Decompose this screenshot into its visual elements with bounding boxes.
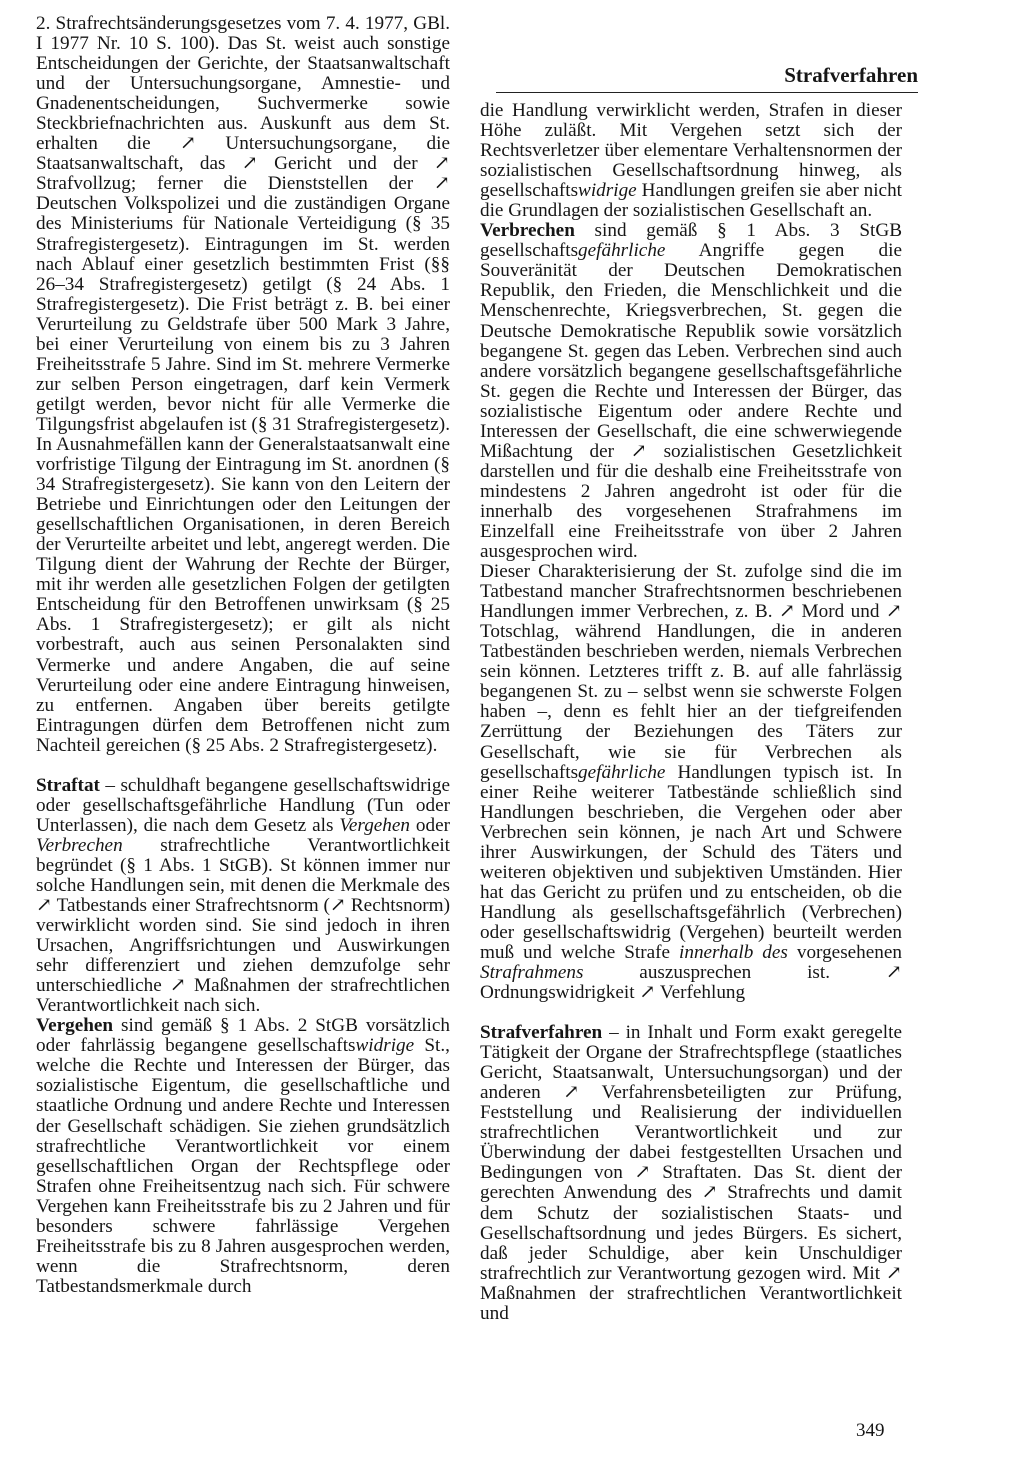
entry-emphasis: Vergehen bbox=[339, 814, 411, 836]
right-column bbox=[480, 101, 902, 1324]
entry-separator bbox=[480, 1003, 902, 1023]
entry-text: Handlungen greifen sie aber nicht die Grundlagen der sozialistischen Gesellschaft an. bbox=[480, 180, 902, 222]
subentry-term: Vergehen bbox=[36, 1015, 114, 1037]
entry-straftat bbox=[36, 776, 450, 1017]
entry-text: St., welche die Rechte und Interessen der Bürger, das sozialistische Eigentum, die gesellschaftliche und staatliche Ordnung und andere Rechte und Interessen der Gesellschaft schädigen. Sie ziehen grundsätzlich strafrechtliche Verantwortlichkeit vor einem gesellschaftlichen Organ der Rechtspflege oder Strafen ohne Freiheitsentzug nach sich. Für schwere Vergehen kann Freiheitsstrafe bis zu 2 Jahren und für besonders schwere fahrlässige Vergehen Freiheitsstrafe bis zu 8 Jahren ausgesprochen werden, wenn die Strafrechtsnorm, deren Tatbestandsmerkmale durch bbox=[36, 1035, 450, 1297]
strafregister-continuation: 2. Strafrechtsänderungsgesetzes vom 7. 4. 1977, GBl. I 1977 Nr. 10 S. 100). Das St. weist auch sonstige Entscheidungen der Gerichte, der Staatsanwaltschaft und der Untersuchungsorgane, Amnestie- und Gnadenentscheidungen, Suchvermerke sowie Steckbriefnachrichten aus. Auskunft aus dem St. erhalten die ↗ Untersuchungsorgane, die Staatsanwaltschaft, das ↗ Gericht und der ↗ Strafvollzug; ferner die Dienststellen der ↗ Deutschen Volkspolizei und die zuständigen Organe des Ministeriums für Nationale Verteidigung (§ 35 Strafregistergesetz). Eintragungen im St. werden nach Ablauf einer gesetzlich bestimmten Frist (§§ 26–34 Strafregistergesetz) getilgt (§ 24 Abs. 1 Strafregistergesetz). Die Frist beträgt z. B. bei einer Verurteilung zu Geldstrafe über 500 Mark 3 Jahre, bei einer Verurteilung von einem bis zu 3 Jahren Freiheitsstrafe 5 Jahre. Sind im St. mehrere Vermerke zur selben Person eingetragen, darf kein Vermerk getilgt werden, bevor nicht für alle Vermerke die Tilgungsfrist abgelaufen ist (§ 31 Strafregistergesetz). In Ausnahmefällen kann der Generalstaatsanwalt eine vorfristige Tilgung der Eintragung im St. anordnen (§ 34 Strafregistergesetz). Sie kann von den Leitern der Betriebe und Einrichtungen oder den Leitungen der gesellschaftlichen Organisationen, in deren Bereich der Verurteilte arbeitet und lebt, angeregt werden. Die Tilgung dient der Wahrung der Rechte der Bürger, mit ihr werden alle gesetzlichen Folgen der getilgten Entscheidung für den Betroffenen unwirksam (§ 25 Abs. 1 Strafregistergesetz); er gilt als nicht vorbestraft, auch aus seinen Personalakten sind Vermerke und andere Angaben, die auf seine Verurteilung oder eine andere Eintragung hinweisen, zu entfernen. Angaben über bereits getilgte Eintragungen dürfen dem Betroffenen nicht zum Nachteil gereichen (§ 25 Abs. 2 Strafregistergesetz). bbox=[36, 13, 450, 756]
entry-text: – in Inhalt und Form exakt geregelte Tätigkeit der Organe der Strafrechtspflege (staatliches Gericht, Staatsanwalt, Untersuchungsorgan) und der anderen ↗ Verfahrensbeteiligten zur Prüfung, Feststellung und Realisierung der individuellen strafrechtlichen Verantwortlichkeit und zur Überwindung der dabei festgestellten Ursachen und Bedingungen von ↗ Straftaten. Das St. dient der gerechten Anwendung des ↗ Strafrechts und damit dem Schutz der sozialistischen Staats- und Gesellschaftsordnung und jedes Bürgers. Es sichert, daß jeder Schuldige, aber kein Unschuldiger strafrechtlich zur Verantwortung gezogen wird. Mit ↗ Maßnahmen der strafrechtlichen Verantwortlichkeit und bbox=[480, 1022, 902, 1324]
entry-text: sind gemäß § 1 Abs. 2 StGB vorsätzlich oder fahrlässig begangene gesellschafts bbox=[36, 1015, 450, 1057]
entry-text: – schuldhaft begangene gesellschaftswidrige oder gesellschaftsgefährliche Handlung (Tun oder Unterlassen), die nach dem Gesetz als bbox=[36, 774, 450, 836]
subentry-term: Verbrechen bbox=[480, 220, 575, 242]
entry-text: Angriffe gegen die Souveränität der Deutschen Demokratischen Republik, den Frieden, die Menschlichkeit und die Menschenrechte, Kriegsverbrechen, St. gegen die Deutsche Demokratische Republik sowie vorsätzlich begangene St. gegen das Leben. Verbrechen sind auch andere vorsätzlich begangene gesellschaftsgefährliche St. gegen die Rechte und Interessen der Bürger, das sozialistische Eigentum oder andere Rechte und Interessen der Gesellschaft, die eine schwerwiegende Mißachtung der ↗ sozialistischen Gesetzlichkeit darstellen und für die deshalb eine Freiheitsstrafe von mindestens 2 Jahren angedroht ist oder für die innerhalb des vorgesehenen Strafrahmens im Einzelfall eine Freiheitsstrafe von über 2 Jahren ausgesprochen wird. bbox=[480, 240, 902, 563]
entry-text: strafrechtliche Verantwortlichkeit begründet (§ 1 Abs. 1 StGB). St können immer nur solche Handlungen sein, mit denen die Merkmale des ↗ Tatbestands einer Strafrechtsnorm (↗ Rechtsnorm) verwirklicht worden sind. Sie sind jedoch in ihren Ursachen, Angriffsrichtungen und Auswirkungen sehr differenziert und ziehen demzufolge sehr unterschiedliche ↗ Maßnahmen der strafrechtlichen Verantwortlichkeit nach sich. bbox=[36, 834, 450, 1017]
entry-text: Handlungen typisch ist. In einer Reihe weiterer Tatbestände schließlich sind Handlungen beschrieben, die Vergehen oder aber Verbrechen sein können, je nach Art und Schwere ihrer Auswirkungen, der Schuld des Täters und weiteren objektiven und subjektiven Umständen. Hier hat das Gericht zu prüfen und zu entscheiden, ob die Handlung als gesellschaftsgefährlich (Verbrechen) oder gesellschaftswidrig (Vergehen) beurteilt werden muß und welche Strafe bbox=[480, 761, 902, 963]
subentry-verbrechen bbox=[480, 221, 902, 562]
entry-text: vorgesehenen bbox=[787, 941, 902, 963]
paragraph-charakterisierung bbox=[480, 562, 902, 1003]
entry-emphasis: Verbrechen bbox=[36, 834, 123, 856]
entry-emphasis: innerhalb des bbox=[679, 941, 788, 963]
entry-term: Strafverfahren bbox=[480, 1022, 603, 1044]
entry-emphasis: gefährliche bbox=[578, 240, 666, 262]
entry-separator bbox=[36, 756, 450, 776]
entry-term: Straftat bbox=[36, 774, 100, 796]
entry-emphasis: Strafrahmens bbox=[480, 962, 584, 984]
running-title: Strafverfahren bbox=[784, 63, 918, 87]
subentry-vergehen bbox=[36, 1016, 450, 1297]
entry-text: sind gemäß § 1 Abs. 3 StGB gesellschafts bbox=[480, 220, 902, 262]
entry-emphasis: widrige bbox=[355, 1035, 415, 1057]
entry-text: Dieser Charakterisierung der St. zufolge sind die im Tatbestand mancher Strafrechtsnormen beschriebenen Handlungen immer Verbrechen, z. B. ↗ Mord und ↗ Totschlag, während Handlungen, die in anderen Tatbeständen beschrieben werden, niemals Verbrechen sein können. Letzteres trifft z. B. auf alle fahrlässig begangenen St. zu – selbst wenn sie schwerste Folgen haben –, denn es fehlt hier an der tiefgreifenden Zerrüttung der Beziehungen des Täters zur Gesellschaft, wie sie für Verbrechen als gesellschafts bbox=[480, 561, 902, 783]
page-number: 349 bbox=[856, 1420, 885, 1441]
left-column bbox=[36, 14, 450, 1297]
running-header bbox=[496, 58, 918, 93]
entry-text: auszusprechen ist. ↗ Ordnungswidrigkeit ↗ Verfehlung bbox=[480, 962, 902, 1004]
entry-emphasis: gefährliche bbox=[578, 761, 666, 783]
entry-text: die Handlung verwirklicht werden, Strafen in dieser Höhe zuläßt. Mit Vergehen setzt sich der Rechtsverletzer über elementare Verhaltensnormen der sozialistischen Gesellschaftsordnung hinweg, als gesellschafts bbox=[480, 100, 902, 202]
entry-text: oder bbox=[410, 814, 450, 836]
vergehen-continuation bbox=[480, 101, 902, 221]
entry-emphasis: widrige bbox=[578, 180, 637, 202]
entry-strafverfahren bbox=[480, 1023, 902, 1324]
